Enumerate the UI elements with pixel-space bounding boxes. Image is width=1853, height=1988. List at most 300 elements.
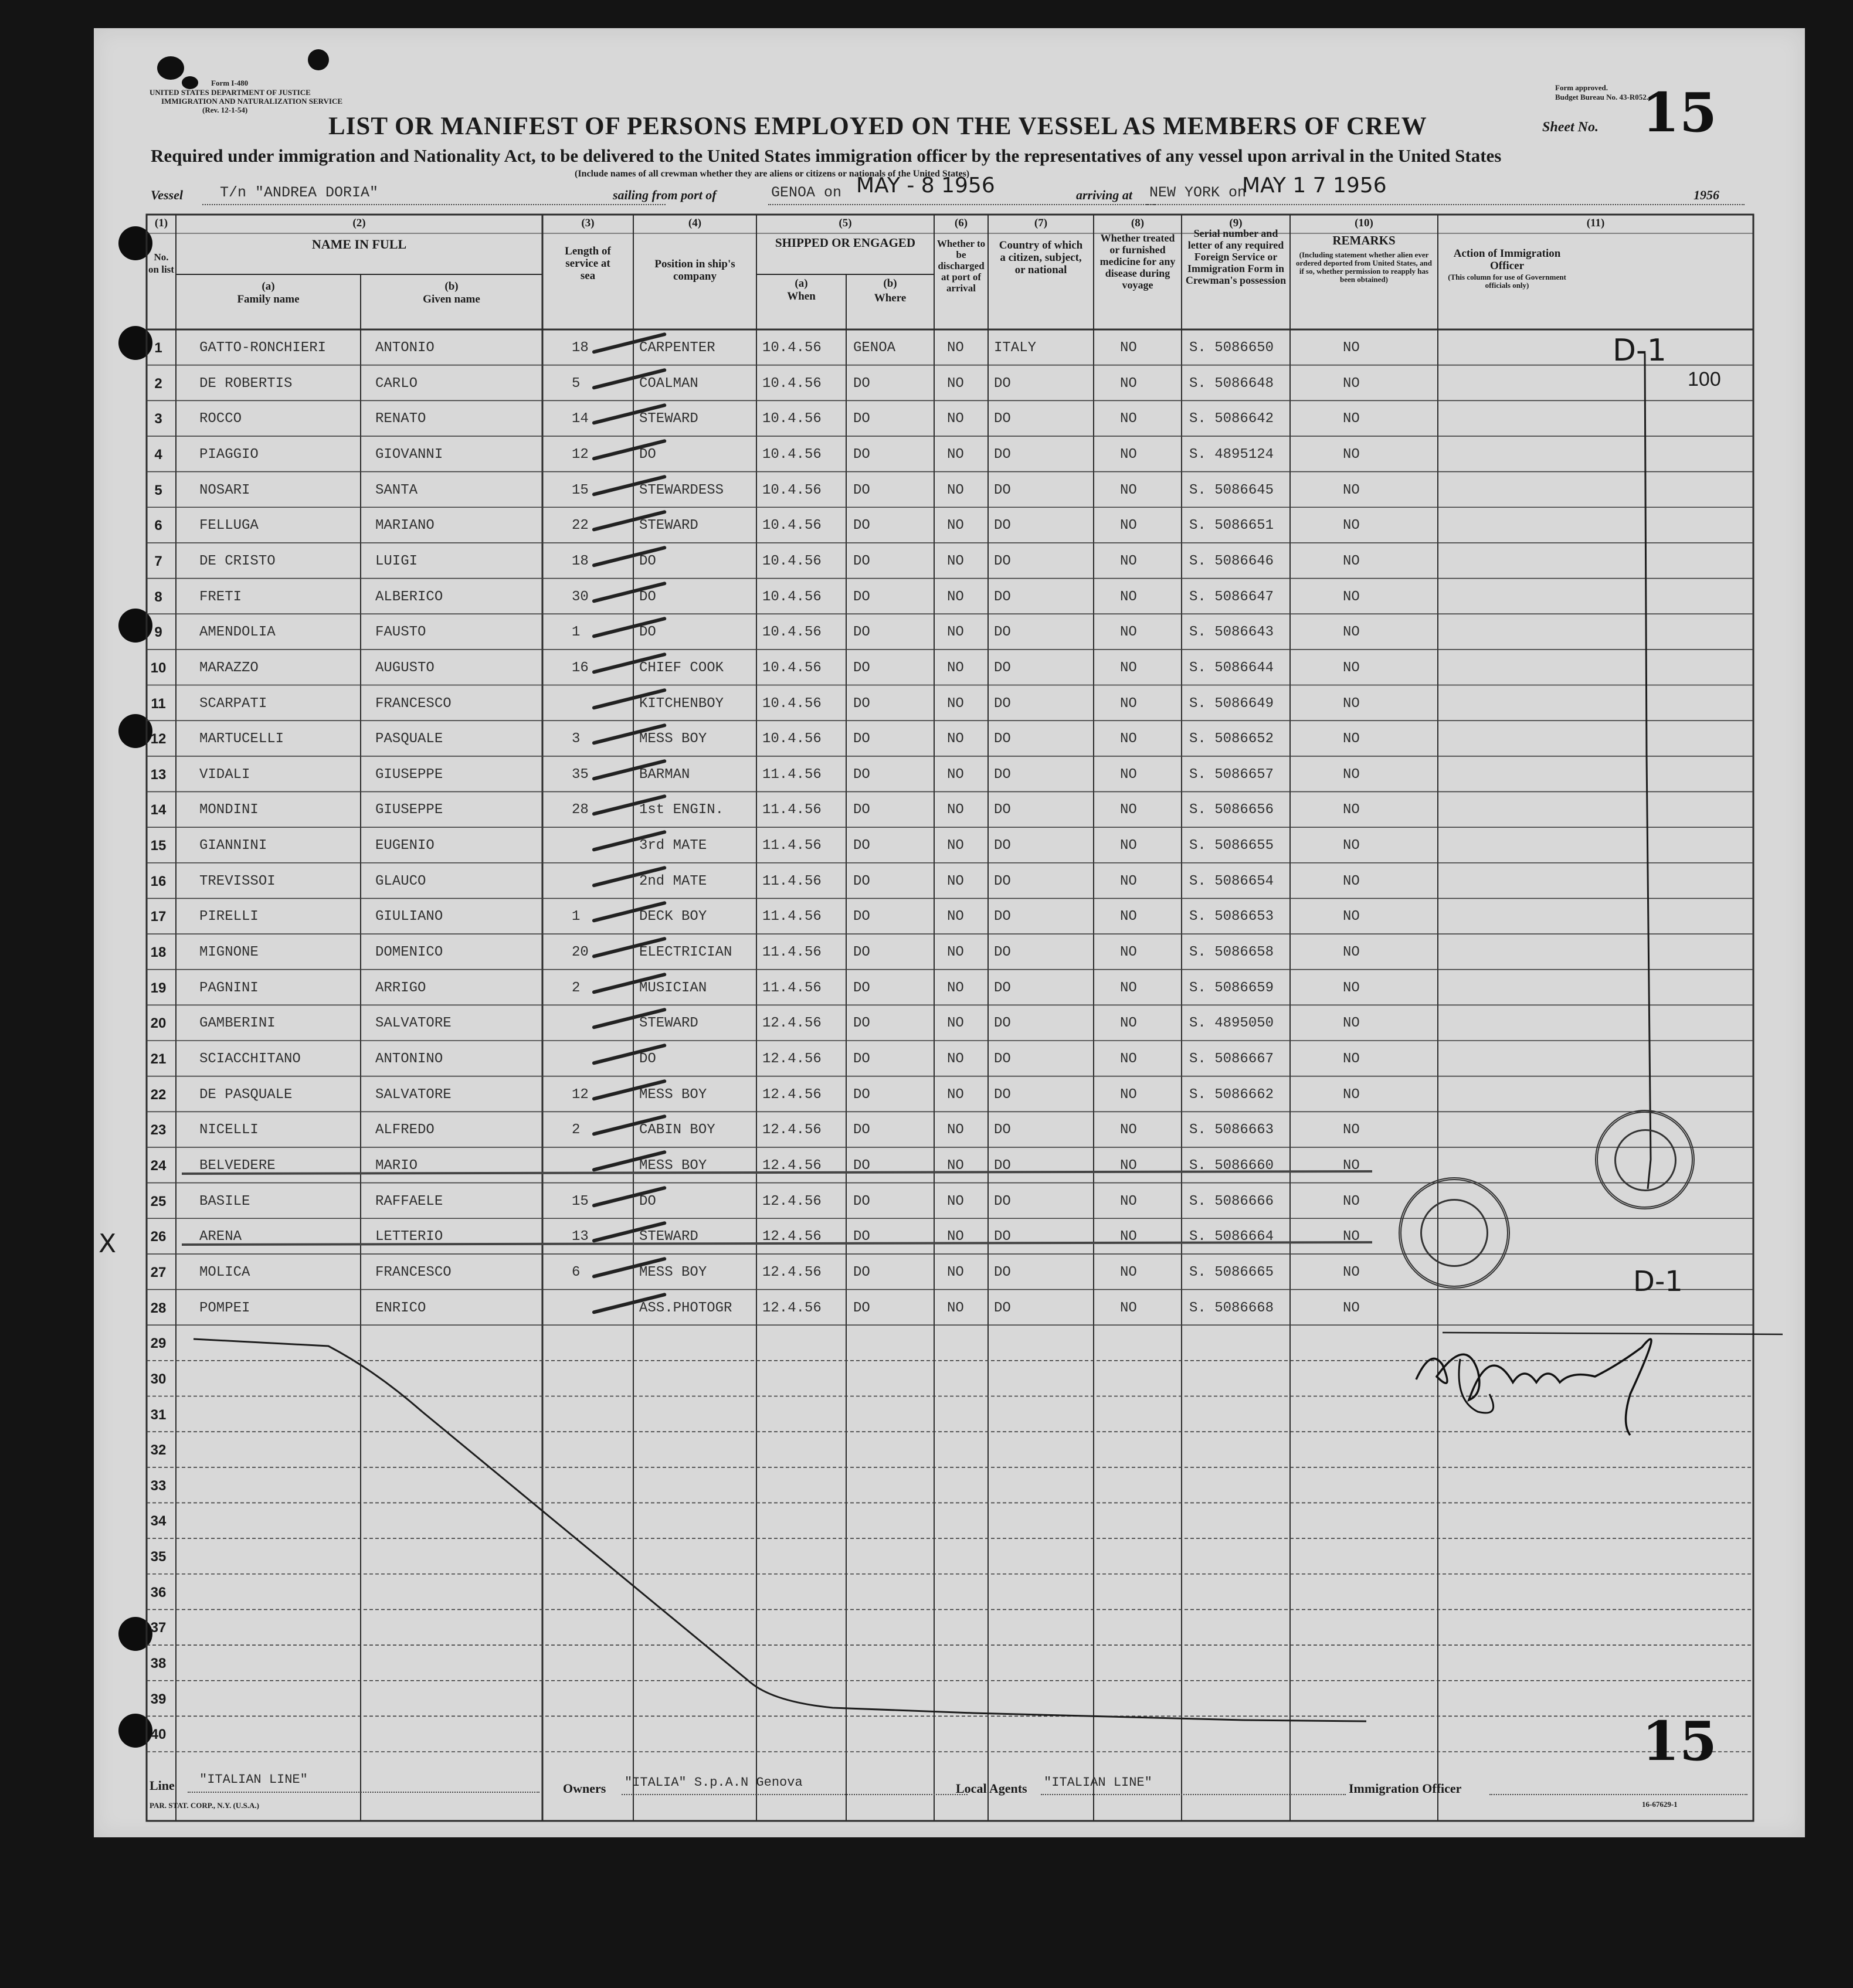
cell-family: MOLICA xyxy=(199,1264,250,1280)
cell-where: DO xyxy=(853,1193,870,1209)
cell-family: DE CRISTO xyxy=(199,553,276,569)
cell-treated: NO xyxy=(1120,1157,1137,1174)
cell-serial: S. 5086656 xyxy=(1189,802,1274,818)
cell-country: DO xyxy=(994,766,1011,783)
row-number: 7 xyxy=(154,553,162,569)
cell-country: DO xyxy=(994,944,1011,961)
annotation-x-mark: X xyxy=(99,1229,117,1259)
cell-when: 10.4.56 xyxy=(762,375,822,392)
cell-country: DO xyxy=(994,695,1011,712)
cell-given: FAUSTO xyxy=(375,624,426,641)
col11-note: (This column for use of Government officials only) xyxy=(1448,273,1566,290)
row-number: 37 xyxy=(150,1620,167,1636)
consulate-stamp xyxy=(1595,1110,1695,1209)
cell-position: CARPENTER xyxy=(639,340,715,356)
cell-discharged: NO xyxy=(947,375,964,392)
cell-given: LUIGI xyxy=(375,553,418,569)
cell-remarks: NO xyxy=(1343,340,1360,356)
agents-value: "ITALIAN LINE" xyxy=(1044,1775,1152,1790)
cell-discharged: NO xyxy=(947,838,964,854)
sailing-port: GENOA on xyxy=(771,184,842,201)
cell-where: DO xyxy=(853,375,870,392)
cell-country: DO xyxy=(994,1086,1011,1103)
col5b-tag: (b) xyxy=(883,277,897,290)
cell-discharged: NO xyxy=(947,446,964,463)
cell-service: 1 xyxy=(572,624,581,641)
col8-header: Whether treated or furnished medicine for any disease during voyage xyxy=(1099,232,1176,291)
cell-remarks: NO xyxy=(1343,838,1360,854)
cell-serial: S. 5086659 xyxy=(1189,980,1274,996)
cell-where: DO xyxy=(853,944,870,961)
cell-discharged: NO xyxy=(947,624,964,641)
cell-family: FELLUGA xyxy=(199,518,259,534)
cell-family: MARTUCELLI xyxy=(199,731,284,747)
cell-service: 35 xyxy=(572,766,589,783)
department: UNITED STATES DEPARTMENT OF JUSTICE xyxy=(150,88,311,97)
agents-underline xyxy=(1041,1794,1346,1795)
col6-header: Whether to be discharged at port of arrival xyxy=(936,238,986,294)
cell-serial: S. 5086653 xyxy=(1189,909,1274,925)
form-number: Form I-480 xyxy=(211,79,249,87)
cell-discharged: NO xyxy=(947,1264,964,1280)
row-number: 10 xyxy=(150,660,167,676)
col1-num: (1) xyxy=(154,217,168,229)
cell-family: PAGNINI xyxy=(199,980,259,996)
cell-position: MESS BOY xyxy=(639,1086,707,1103)
cell-family: SCARPATI xyxy=(199,695,267,712)
cell-remarks: NO xyxy=(1343,980,1360,996)
cell-when: 12.4.56 xyxy=(762,1300,822,1316)
cell-family: SCIACCHITANO xyxy=(199,1051,301,1067)
cell-position: ASS.PHOTOGR xyxy=(639,1300,732,1316)
owners-label: Owners xyxy=(563,1781,606,1796)
cell-when: 10.4.56 xyxy=(762,660,822,676)
pen-underline xyxy=(1443,1333,1783,1334)
cell-where: DO xyxy=(853,660,870,676)
row-number: 26 xyxy=(150,1229,167,1245)
cell-family: GAMBERINI xyxy=(199,1015,276,1032)
col10-note: (Including statement whether alien ever ordered deported from United States, and if so, whether permission to reapply has been obtained) xyxy=(1295,250,1433,284)
cell-treated: NO xyxy=(1120,589,1137,605)
cell-serial: S. 5086651 xyxy=(1189,518,1274,534)
cell-family: TREVISSOI xyxy=(199,873,276,889)
row-number: 14 xyxy=(150,802,167,818)
cell-position: DO xyxy=(639,1193,656,1209)
cell-treated: NO xyxy=(1120,1300,1137,1316)
manifest-sheet xyxy=(94,28,1805,1837)
cell-treated: NO xyxy=(1120,1229,1137,1245)
sailing-label: sailing from port of xyxy=(613,188,717,202)
cell-treated: NO xyxy=(1120,1051,1137,1067)
cell-service: 3 xyxy=(572,731,581,747)
arriving-label: arriving at xyxy=(1076,188,1132,202)
cell-when: 10.4.56 xyxy=(762,731,822,747)
cell-given: SALVATORE xyxy=(375,1015,452,1032)
cell-where: DO xyxy=(853,1086,870,1103)
cell-treated: NO xyxy=(1120,340,1137,356)
cell-given: FRANCESCO xyxy=(375,1264,452,1280)
col9-header: Serial number and letter of any required Foreign Service or Immigration Form in Crewman's possession xyxy=(1185,227,1287,286)
cell-given: ANTONIO xyxy=(375,340,435,356)
row-number: 11 xyxy=(151,695,166,712)
row-number: 16 xyxy=(150,873,167,889)
cell-when: 11.4.56 xyxy=(762,873,822,889)
owners-value: "ITALIA" S.p.A.N Genova xyxy=(625,1775,803,1790)
cell-family: FRETI xyxy=(199,589,242,605)
cell-treated: NO xyxy=(1120,624,1137,641)
cell-given: GIUSEPPE xyxy=(375,802,443,818)
cell-country: DO xyxy=(994,411,1011,427)
revision: (Rev. 12-1-54) xyxy=(202,106,248,114)
cell-service: 6 xyxy=(572,1264,581,1280)
cell-when: 12.4.56 xyxy=(762,1229,822,1245)
cell-country: DO xyxy=(994,589,1011,605)
cell-country: DO xyxy=(994,1229,1011,1245)
col5a-tag: (a) xyxy=(795,277,808,290)
printer: PAR. STAT. CORP., N.Y. (U.S.A.) xyxy=(150,1801,259,1810)
cell-when: 10.4.56 xyxy=(762,695,822,712)
cell-treated: NO xyxy=(1120,802,1137,818)
col10-num: (10) xyxy=(1355,217,1373,229)
cell-where: DO xyxy=(853,518,870,534)
cell-remarks: NO xyxy=(1343,1229,1360,1245)
row-number: 29 xyxy=(150,1335,167,1352)
officer-label: Immigration Officer xyxy=(1349,1781,1462,1796)
col10-header: REMARKS xyxy=(1332,233,1396,247)
cell-service: 1 xyxy=(572,909,581,925)
cell-discharged: NO xyxy=(947,766,964,783)
cell-when: 11.4.56 xyxy=(762,838,822,854)
cell-serial: S. 5086668 xyxy=(1189,1300,1274,1316)
cell-given: MARIO xyxy=(375,1157,418,1174)
cell-treated: NO xyxy=(1120,660,1137,676)
cell-where: DO xyxy=(853,1264,870,1280)
cell-discharged: NO xyxy=(947,944,964,961)
cell-given: ANTONINO xyxy=(375,1051,443,1067)
cell-treated: NO xyxy=(1120,1015,1137,1032)
cell-discharged: NO xyxy=(947,589,964,605)
service: IMMIGRATION AND NATURALIZATION SERVICE xyxy=(161,97,343,106)
arriving-date: MAY 1 7 1956 xyxy=(1242,174,1387,198)
row-number: 18 xyxy=(150,944,167,961)
cell-serial: S. 5086644 xyxy=(1189,660,1274,676)
cell-country: ITALY xyxy=(994,340,1037,356)
approved-line: Form approved. xyxy=(1555,83,1608,92)
cell-family: POMPEI xyxy=(199,1300,250,1316)
cell-given: RAFFAELE xyxy=(375,1193,443,1209)
cell-remarks: NO xyxy=(1343,482,1360,498)
cell-given: AUGUSTO xyxy=(375,660,435,676)
cell-discharged: NO xyxy=(947,411,964,427)
col2-num: (2) xyxy=(352,217,366,229)
cell-when: 10.4.56 xyxy=(762,482,822,498)
cell-where: DO xyxy=(853,802,870,818)
cell-treated: NO xyxy=(1120,1193,1137,1209)
cell-service: 18 xyxy=(572,553,589,569)
cell-when: 10.4.56 xyxy=(762,411,822,427)
cell-where: DO xyxy=(853,695,870,712)
row-number: 19 xyxy=(150,980,167,996)
cell-where: DO xyxy=(853,873,870,889)
cell-service: 15 xyxy=(572,1193,589,1209)
cell-country: DO xyxy=(994,1193,1011,1209)
cell-treated: NO xyxy=(1120,838,1137,854)
cell-when: 11.4.56 xyxy=(762,944,822,961)
cell-given: ENRICO xyxy=(375,1300,426,1316)
annotation-count: 100 xyxy=(1688,368,1721,390)
cell-service: 18 xyxy=(572,340,589,356)
cell-country: DO xyxy=(994,482,1011,498)
cell-country: DO xyxy=(994,553,1011,569)
annotation-d1-top: D-1 xyxy=(1613,333,1667,368)
cell-discharged: NO xyxy=(947,553,964,569)
cell-treated: NO xyxy=(1120,553,1137,569)
cell-given: ALFREDO xyxy=(375,1122,435,1139)
row-number: 32 xyxy=(150,1442,167,1459)
cell-given: GIOVANNI xyxy=(375,446,443,463)
form-code: 16-67629-1 xyxy=(1642,1800,1678,1809)
cell-country: DO xyxy=(994,518,1011,534)
cell-family: MARAZZO xyxy=(199,660,259,676)
cell-position: MESS BOY xyxy=(639,731,707,747)
cell-family: NICELLI xyxy=(199,1122,259,1139)
cell-serial: S. 5086645 xyxy=(1189,482,1274,498)
cell-position: STEWARDESS xyxy=(639,482,724,498)
cell-position: DO xyxy=(639,446,656,463)
row-number: 27 xyxy=(150,1264,167,1280)
cell-country: DO xyxy=(994,1051,1011,1067)
cell-remarks: NO xyxy=(1343,802,1360,818)
cell-where: DO xyxy=(853,766,870,783)
cell-remarks: NO xyxy=(1343,589,1360,605)
cell-remarks: NO xyxy=(1343,624,1360,641)
cell-when: 11.4.56 xyxy=(762,766,822,783)
cell-serial: S. 5086654 xyxy=(1189,873,1274,889)
cell-position: 1st ENGIN. xyxy=(639,802,724,818)
sailing-date: MAY - 8 1956 xyxy=(856,174,995,198)
row-number: 25 xyxy=(150,1193,167,1209)
cell-position: DO xyxy=(639,624,656,641)
cell-service: 30 xyxy=(572,589,589,605)
col11-num: (11) xyxy=(1586,217,1605,229)
col1-header: No. on list xyxy=(148,252,174,275)
row-number: 28 xyxy=(150,1300,167,1316)
cell-position: 3rd MATE xyxy=(639,838,707,854)
cell-family: NOSARI xyxy=(199,482,250,498)
row-number: 36 xyxy=(150,1584,167,1600)
cell-given: FRANCESCO xyxy=(375,695,452,712)
cell-given: MARIANO xyxy=(375,518,435,534)
cell-family: GIANNINI xyxy=(199,838,267,854)
cell-remarks: NO xyxy=(1343,1122,1360,1139)
col6-num: (6) xyxy=(954,217,968,229)
budget-line: Budget Bureau No. 43-R052. xyxy=(1555,93,1649,101)
cell-country: DO xyxy=(994,980,1011,996)
cell-serial: S. 5086643 xyxy=(1189,624,1274,641)
cell-family: DE PASQUALE xyxy=(199,1086,293,1103)
cell-when: 10.4.56 xyxy=(762,624,822,641)
cell-where: DO xyxy=(853,1015,870,1032)
cell-discharged: NO xyxy=(947,731,964,747)
year: 1956 xyxy=(1694,188,1719,202)
col7-header: Country of which a citizen, subject, or national xyxy=(999,239,1083,276)
cell-when: 12.4.56 xyxy=(762,1086,822,1103)
cell-given: ALBERICO xyxy=(375,589,443,605)
cell-remarks: NO xyxy=(1343,873,1360,889)
vessel-name: T/n "ANDREA DORIA" xyxy=(220,184,379,201)
cell-remarks: NO xyxy=(1343,1157,1360,1174)
cell-discharged: NO xyxy=(947,980,964,996)
annotation-d1-mid: D-1 xyxy=(1633,1265,1683,1298)
cell-discharged: NO xyxy=(947,1229,964,1245)
row-number: 22 xyxy=(150,1086,167,1103)
cell-remarks: NO xyxy=(1343,553,1360,569)
cell-service: 14 xyxy=(572,411,589,427)
cell-treated: NO xyxy=(1120,411,1137,427)
row-number: 30 xyxy=(150,1371,167,1387)
cell-position: ELECTRICIAN xyxy=(639,944,732,961)
cell-when: 12.4.56 xyxy=(762,1193,822,1209)
agents-label: Local Agents xyxy=(956,1781,1027,1796)
cell-position: BARMAN xyxy=(639,766,690,783)
col3-num: (3) xyxy=(581,217,595,229)
cell-where: DO xyxy=(853,731,870,747)
cell-position: STEWARD xyxy=(639,1015,698,1032)
cell-where: DO xyxy=(853,909,870,925)
col4-num: (4) xyxy=(688,217,702,229)
cell-when: 12.4.56 xyxy=(762,1051,822,1067)
cell-remarks: NO xyxy=(1343,1015,1360,1032)
cell-serial: S. 5086664 xyxy=(1189,1229,1274,1245)
sheet-number: 15 xyxy=(1642,81,1718,144)
cell-when: 10.4.56 xyxy=(762,340,822,356)
cell-when: 10.4.56 xyxy=(762,553,822,569)
cell-position: STEWARD xyxy=(639,1229,698,1245)
cell-service: 16 xyxy=(572,660,589,676)
cell-discharged: NO xyxy=(947,1015,964,1032)
row-number: 40 xyxy=(150,1727,167,1743)
cell-service: 12 xyxy=(572,1086,589,1103)
row-number: 31 xyxy=(150,1406,167,1423)
cell-serial: S. 5086650 xyxy=(1189,340,1274,356)
row-number: 35 xyxy=(150,1549,167,1565)
cell-service: 2 xyxy=(572,1122,581,1139)
cell-country: DO xyxy=(994,909,1011,925)
cell-where: DO xyxy=(853,553,870,569)
cell-country: DO xyxy=(994,446,1011,463)
row-number: 8 xyxy=(154,589,162,605)
cell-serial: S. 5086658 xyxy=(1189,944,1274,961)
cell-treated: NO xyxy=(1120,1086,1137,1103)
cell-serial: S. 5086652 xyxy=(1189,731,1274,747)
col8-num: (8) xyxy=(1131,217,1145,229)
cell-where: DO xyxy=(853,624,870,641)
row-number: 9 xyxy=(154,624,162,641)
row-number: 6 xyxy=(154,518,162,534)
cell-when: 11.4.56 xyxy=(762,909,822,925)
cell-family: PIRELLI xyxy=(199,909,259,925)
cell-treated: NO xyxy=(1120,873,1137,889)
cell-family: MONDINI xyxy=(199,802,259,818)
cell-where: DO xyxy=(853,1122,870,1139)
cell-serial: S. 5086663 xyxy=(1189,1122,1274,1139)
col5-header: SHIPPED OR ENGAGED xyxy=(775,236,916,250)
cell-remarks: NO xyxy=(1343,909,1360,925)
row-number: 2 xyxy=(154,375,162,392)
cell-family: MIGNONE xyxy=(199,944,259,961)
cell-remarks: NO xyxy=(1343,695,1360,712)
cell-service: 5 xyxy=(572,375,581,392)
cell-country: DO xyxy=(994,1157,1011,1174)
cell-serial: S. 5086667 xyxy=(1189,1051,1274,1067)
cell-given: ARRIGO xyxy=(375,980,426,996)
col9-num: (9) xyxy=(1229,217,1243,229)
cell-position: KITCHENBOY xyxy=(639,695,724,712)
cell-given: DOMENICO xyxy=(375,944,443,961)
cell-position: DO xyxy=(639,1051,656,1067)
cell-position: STEWARD xyxy=(639,518,698,534)
row-number: 21 xyxy=(150,1051,167,1067)
bottom-sheet-number: 15 xyxy=(1642,1710,1718,1773)
row-number: 23 xyxy=(150,1122,167,1139)
cell-position: MESS BOY xyxy=(639,1264,707,1280)
cell-discharged: NO xyxy=(947,873,964,889)
cell-position: MESS BOY xyxy=(639,1157,707,1174)
row-number: 5 xyxy=(154,482,162,498)
cell-treated: NO xyxy=(1120,482,1137,498)
cell-position: DECK BOY xyxy=(639,909,707,925)
cell-where: DO xyxy=(853,1300,870,1316)
cell-when: 11.4.56 xyxy=(762,980,822,996)
cell-treated: NO xyxy=(1120,980,1137,996)
cell-where: GENOA xyxy=(853,340,896,356)
cell-family: VIDALI xyxy=(199,766,250,783)
cell-family: AMENDOLIA xyxy=(199,624,276,641)
cell-discharged: NO xyxy=(947,802,964,818)
cell-position: STEWARD xyxy=(639,411,698,427)
cell-country: DO xyxy=(994,1122,1011,1139)
cell-where: DO xyxy=(853,980,870,996)
col5a-header: When xyxy=(787,290,816,303)
row-number: 4 xyxy=(154,446,162,463)
cell-where: DO xyxy=(853,1229,870,1245)
cell-serial: S. 5086657 xyxy=(1189,766,1274,783)
col2-header: NAME IN FULL xyxy=(311,237,407,252)
row-number: 13 xyxy=(150,766,167,783)
cell-remarks: NO xyxy=(1343,375,1360,392)
cell-discharged: NO xyxy=(947,1051,964,1067)
cell-given: LETTERIO xyxy=(375,1229,443,1245)
cell-treated: NO xyxy=(1120,1264,1137,1280)
cell-serial: S. 5086648 xyxy=(1189,375,1274,392)
cell-position: COALMAN xyxy=(639,375,698,392)
cell-discharged: NO xyxy=(947,340,964,356)
cell-when: 10.4.56 xyxy=(762,589,822,605)
line-value: "ITALIAN LINE" xyxy=(199,1772,308,1787)
col7-num: (7) xyxy=(1034,217,1048,229)
cell-when: 11.4.56 xyxy=(762,802,822,818)
row-number: 17 xyxy=(150,909,167,925)
cell-when: 10.4.56 xyxy=(762,446,822,463)
cell-remarks: NO xyxy=(1343,518,1360,534)
sheet-label: Sheet No. xyxy=(1542,120,1599,135)
cell-service: 20 xyxy=(572,944,589,961)
col4-header: Position in ship's company xyxy=(654,258,735,283)
cell-given: SANTA xyxy=(375,482,418,498)
cell-serial: S. 5086662 xyxy=(1189,1086,1274,1103)
cell-country: DO xyxy=(994,873,1011,889)
cell-given: GLAUCO xyxy=(375,873,426,889)
